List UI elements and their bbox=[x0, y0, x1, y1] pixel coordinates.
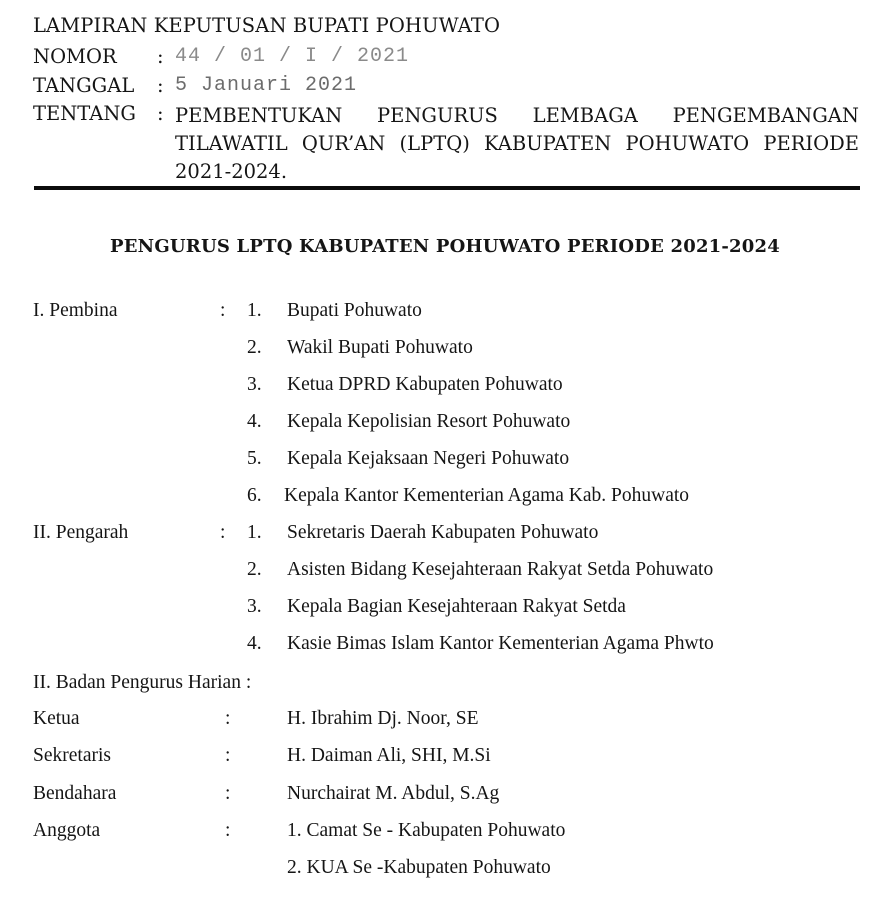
section-label: II. Pengarah bbox=[33, 522, 129, 543]
word: PERIODE bbox=[763, 132, 859, 155]
list-item: Kepala Kejaksaan Negeri Pohuwato bbox=[287, 448, 570, 469]
role-colon: : bbox=[225, 783, 231, 804]
word: POHUWATO bbox=[625, 132, 750, 155]
role-colon: : bbox=[225, 820, 231, 841]
list-item: Wakil Bupati Pohuwato bbox=[287, 337, 473, 358]
nomor-value: 44 / 01 / I / 2021 bbox=[175, 45, 410, 68]
list-item: Kepala Kantor Kementerian Agama Kab. Pohuwato bbox=[284, 485, 690, 506]
role-value: 1. Camat Se - Kabupaten Pohuwato bbox=[287, 820, 566, 841]
word: PEMBENTUKAN bbox=[175, 104, 343, 127]
item-number: 5. bbox=[247, 448, 262, 469]
role-label: Ketua bbox=[33, 708, 80, 729]
item-number: 4. bbox=[247, 633, 262, 654]
tanggal-colon: : bbox=[157, 74, 164, 97]
nomor-colon: : bbox=[157, 45, 164, 68]
tentang-line-3 bbox=[175, 158, 859, 186]
section-colon: : bbox=[220, 300, 226, 321]
item-number: 3. bbox=[247, 596, 262, 617]
section-colon: : bbox=[220, 522, 226, 543]
list-item: Kepala Bagian Kesejahteraan Rakyat Setda bbox=[287, 596, 626, 617]
role-colon: : bbox=[225, 708, 231, 729]
section-label: II. Badan Pengurus Harian : bbox=[33, 672, 252, 693]
tanggal-label: TANGGAL bbox=[33, 74, 135, 97]
word: (LPTQ) bbox=[399, 132, 470, 155]
tentang-value bbox=[175, 102, 859, 186]
list-item: Kepala Kepolisian Resort Pohuwato bbox=[287, 411, 571, 432]
list-item: Sekretaris Daerah Kabupaten Pohuwato bbox=[287, 522, 599, 543]
role-label: Sekretaris bbox=[33, 745, 111, 766]
item-number: 1. bbox=[247, 300, 262, 321]
word: PENGURUS bbox=[377, 104, 498, 127]
list-item: Kasie Bimas Islam Kantor Kementerian Agama Phwto bbox=[287, 633, 714, 654]
section-label: I. Pembina bbox=[33, 300, 118, 321]
tentang-line-1 bbox=[175, 102, 859, 130]
attachment-title: LAMPIRAN KEPUTUSAN BUPATI POHUWATO bbox=[33, 14, 501, 37]
word: KABUPATEN bbox=[484, 132, 612, 155]
tentang-colon: : bbox=[157, 102, 164, 125]
nomor-label: NOMOR bbox=[33, 45, 117, 68]
role-value: H. Daiman Ali, SHI, M.Si bbox=[287, 745, 491, 766]
header-divider bbox=[34, 186, 860, 190]
role-value-extra: 2. KUA Se -Kabupaten Pohuwato bbox=[287, 857, 551, 878]
word: 2021-2024. bbox=[175, 160, 288, 183]
role-colon: : bbox=[225, 745, 231, 766]
role-label: Anggota bbox=[33, 820, 101, 841]
item-number: 4. bbox=[247, 411, 262, 432]
tentang-label: TENTANG bbox=[33, 102, 136, 125]
list-item: Ketua DPRD Kabupaten Pohuwato bbox=[287, 374, 563, 395]
tentang-line-2 bbox=[175, 130, 859, 158]
role-value: H. Ibrahim Dj. Noor, SE bbox=[287, 708, 479, 729]
role-value: Nurchairat M. Abdul, S.Ag bbox=[287, 783, 500, 804]
role-label: Bendahara bbox=[33, 783, 117, 804]
item-number: 2. bbox=[247, 559, 262, 580]
item-number: 3. bbox=[247, 374, 262, 395]
document-title: PENGURUS LPTQ KABUPATEN POHUWATO PERIODE 2021-2024 bbox=[110, 236, 780, 257]
word: QUR’AN bbox=[301, 132, 386, 155]
item-number: 6. bbox=[247, 485, 262, 506]
word: LEMBAGA bbox=[532, 104, 638, 127]
item-number: 2. bbox=[247, 337, 262, 358]
list-item: Bupati Pohuwato bbox=[287, 300, 422, 321]
word: PENGEMBANGAN bbox=[672, 104, 859, 127]
word: TILAWATIL bbox=[175, 132, 288, 155]
list-item: Asisten Bidang Kesejahteraan Rakyat Setda Pohuwato bbox=[287, 559, 714, 580]
tanggal-value: 5 Januari 2021 bbox=[175, 74, 358, 97]
item-number: 1. bbox=[247, 522, 262, 543]
